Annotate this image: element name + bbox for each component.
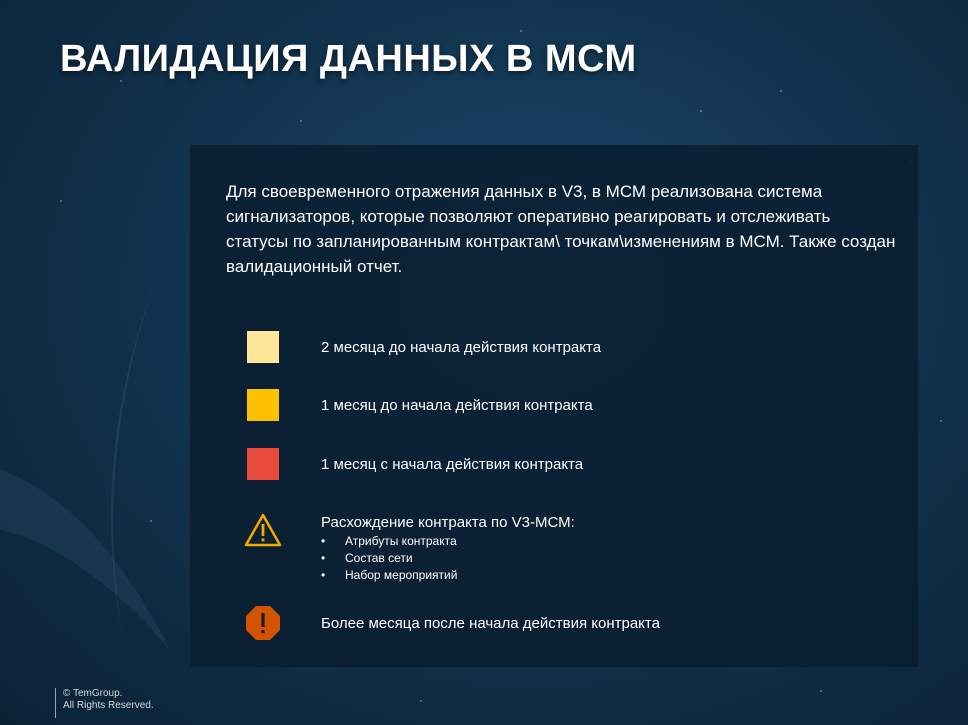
rights-line: All Rights Reserved. [63, 700, 154, 711]
red-square-icon [247, 448, 279, 480]
bullet-item: • Набор мероприятий [321, 567, 457, 584]
legend-item-1-month-before [190, 389, 918, 429]
page-title: ВАЛИДАЦИЯ ДАННЫХ В МСМ [60, 38, 637, 80]
yellow-square-icon [247, 389, 279, 421]
legend-item-2-months-before [190, 329, 918, 369]
legend-label: Расхождение контракта по V3-МСМ: [321, 514, 575, 531]
background-swoosh [0, 250, 200, 725]
legend-label: 2 месяца до начала действия контракта [321, 339, 602, 356]
legend-item-discrepancy [190, 507, 918, 587]
legend-item-1-month-after [190, 448, 918, 488]
legend-label: 1 месяц с начала действия контракта [321, 456, 584, 473]
discrepancy-bullet-list [321, 533, 457, 584]
legend-label: Более месяца после начала действия контракта [321, 615, 660, 632]
bullet-item: • Состав сети [321, 550, 457, 567]
light-yellow-square-icon [247, 331, 279, 363]
legend-item-more-than-month-after [190, 603, 918, 643]
legend-label: 1 месяц до начала действия контракта [321, 397, 593, 414]
copyright-line: © TemGroup. [63, 688, 123, 699]
warning-triangle-icon [243, 511, 283, 551]
copyright-footer [55, 688, 154, 718]
intro-paragraph: Для своевременного отражения данных в V3, в МСМ реализована система сигнализаторов, которые позволяют оперативно реагировать и отслеживать статусы по запланированным контрактам\ точкам\изменениям в МСМ. Также создан валидационный отчет. [226, 182, 896, 276]
stop-octagon-icon [243, 603, 283, 643]
content-panel [190, 145, 918, 667]
bullet-item: • Атрибуты контракта [321, 533, 457, 550]
